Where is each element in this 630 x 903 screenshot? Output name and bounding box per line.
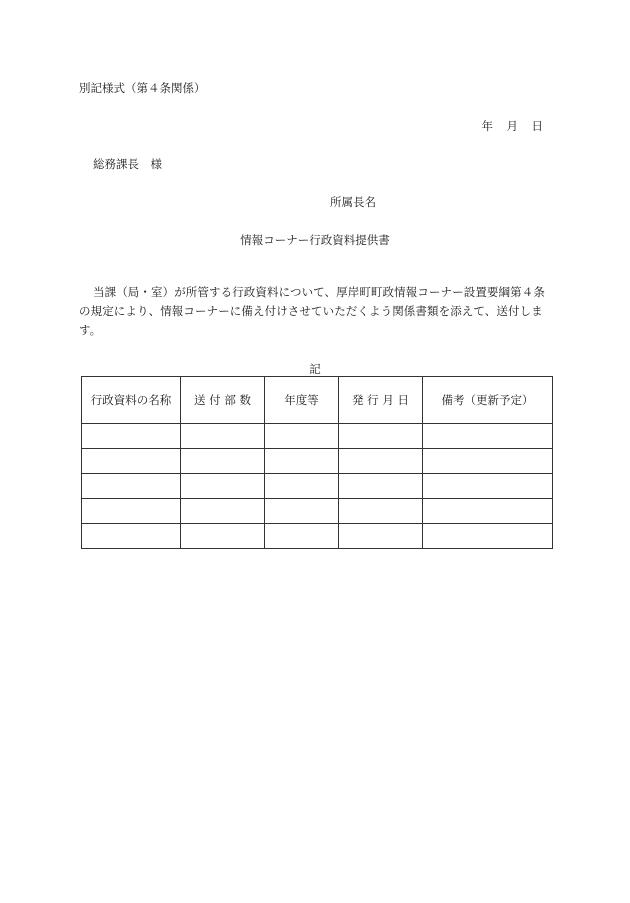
table-cell [181,524,265,549]
ki-heading: 記 [309,362,321,376]
table-cell [265,424,339,449]
table-cell [265,474,339,499]
table-cell [423,499,553,524]
table-row [82,449,553,474]
body-text: 当課（局・室）が所管する行政資料について、厚岸町町政情報コーナー設置要綱第４条の規定により、情報コーナーに備え付けさせていただくよう関係書類を添えて、送付します。 [79,285,545,337]
header-issue-date: 発 行 月 日 [339,377,423,424]
header-fiscal-year: 年度等 [265,377,339,424]
table-cell [423,474,553,499]
table-cell [82,524,181,549]
sender-name: 所属長名 [330,195,376,209]
table-cell [265,499,339,524]
table-row [82,474,553,499]
table-cell [339,499,423,524]
table-cell [181,474,265,499]
table-cell [82,449,181,474]
table-row [82,499,553,524]
form-label: 別記様式（第４条関係） [79,81,206,95]
addressee: 総務課長 様 [93,157,162,171]
header-remarks: 備考（更新予定） [423,377,553,424]
table-cell [181,424,265,449]
table-cell [265,449,339,474]
table-row [82,524,553,549]
table-cell [339,424,423,449]
header-material-name: 行政資料の名称 [82,377,181,424]
table-cell [339,474,423,499]
table-cell [423,424,553,449]
table-cell [82,499,181,524]
table-cell [265,524,339,549]
table-cell [423,449,553,474]
table-cell [82,424,181,449]
document-title: 情報コーナー行政資料提供書 [240,233,390,247]
table-cell [181,449,265,474]
table-cell [423,524,553,549]
table-row [82,424,553,449]
header-copies: 送 付 部 数 [181,377,265,424]
date-line: 年 月 日 [481,119,544,133]
table-cell [339,524,423,549]
table-cell [82,474,181,499]
table-header-row [82,377,553,424]
materials-table [81,376,553,549]
table-cell [339,449,423,474]
table-cell [181,499,265,524]
